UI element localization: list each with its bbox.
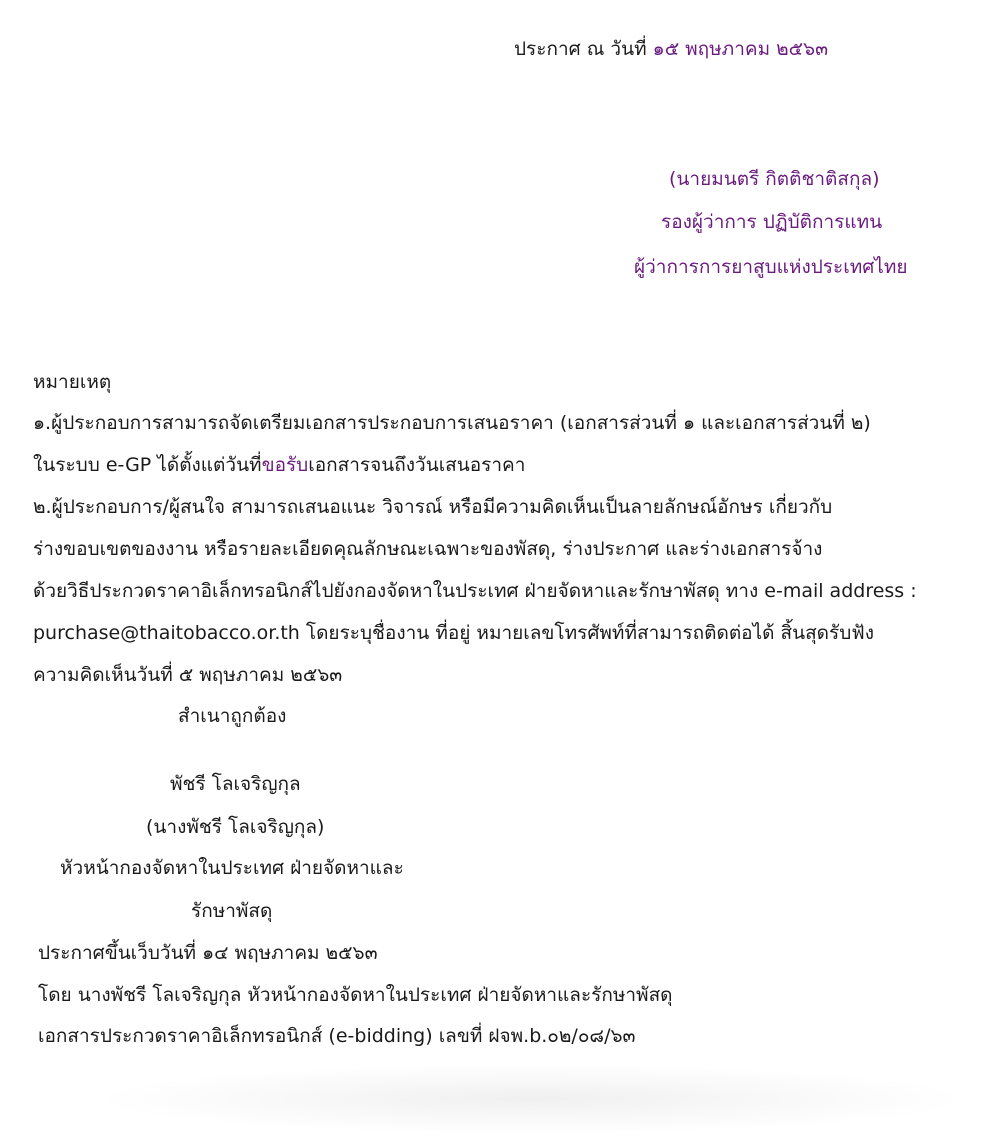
announcement-prefix: ประกาศ ณ วันที่ [514, 38, 653, 60]
copy-signer-name: พัชรี โลเจริญกุล [170, 773, 301, 795]
copy-signer-position-1: หัวหน้ากองจัดหาในประเทศ ฝ่ายจัดหาและ [60, 857, 404, 879]
remark-line-2-text: ในระบบ e-GP ได้ตั้งแต่วันที่ [33, 454, 262, 476]
signer-name: (นายมนตรี กิตติชาติสกุล) [669, 168, 880, 190]
remark-line-1: ๑.ผู้ประกอบการสามารถจัดเตรียมเอกสารประกอบการเสนอราคา (เอกสารส่วนที่ ๑ และเอกสารส่วนที่ ๒) [33, 412, 871, 434]
remark-line-2-highlight: ขอรับ [261, 454, 309, 476]
copy-signer-full-name: (นางพัชรี โลเจริญกุล) [146, 816, 325, 838]
posted-by: โดย นางพัชรี โลเจริญกุล หัวหน้ากองจัดหาในประเทศ ฝ่ายจัดหาและรักษาพัสดุ [38, 984, 673, 1006]
posted-date: ประกาศขึ้นเว็บวันที่ ๑๔ พฤษภาคม ๒๕๖๓ [38, 942, 378, 964]
bottom-shadow [90, 1064, 974, 1134]
document-number: เอกสารประกวดราคาอิเล็กทรอนิกส์ (e-bidding) เลขที่ ฝจพ.b.๐๒/๐๘/๖๓ [38, 1025, 636, 1047]
certified-copy-label: สำเนาถูกต้อง [178, 705, 287, 727]
remark-line-3: ๒.ผู้ประกอบการ/ผู้สนใจ สามารถเสนอแนะ วิจารณ์ หรือมีความคิดเห็นเป็นลายลักษณ์อักษร เกี่ยวกับ [33, 496, 833, 518]
remark-line-2 [33, 452, 525, 478]
remark-line-7: ความคิดเห็นวันที่ ๕ พฤษภาคม ๒๕๖๓ [33, 664, 343, 686]
announcement-date: ๑๕ พฤษภาคม ๒๕๖๓ [652, 38, 829, 60]
signer-title-2: ผู้ว่าการการยาสูบแห่งประเทศไทย [634, 256, 908, 278]
remarks-heading: หมายเหตุ [33, 371, 112, 393]
announcement-date-line [514, 36, 828, 62]
remark-line-6: purchase@thaitobacco.or.th โดยระบุชื่องาน ที่อยู่ หมายเลขโทรศัพท์ที่สามารถติดต่อได้ สิ้นสุดรับฟัง [33, 622, 875, 644]
remark-line-5: ด้วยวิธีประกวดราคาอิเล็กทรอนิกส์ไปยังกองจัดหาในประเทศ ฝ่ายจัดหาและรักษาพัสดุ ทาง e-mail address : [33, 580, 917, 602]
signer-title-1: รองผู้ว่าการ ปฏิบัติการแทน [661, 211, 883, 233]
copy-signer-position-2: รักษาพัสดุ [191, 900, 273, 922]
remark-line-4: ร่างขอบเขตของงาน หรือรายละเอียดคุณลักษณะเฉพาะของพัสดุ, ร่างประกาศ และร่างเอกสารจ้าง [33, 538, 823, 560]
remark-line-2-suffix: เอกสารจนถึงวันเสนอราคา [308, 454, 526, 476]
